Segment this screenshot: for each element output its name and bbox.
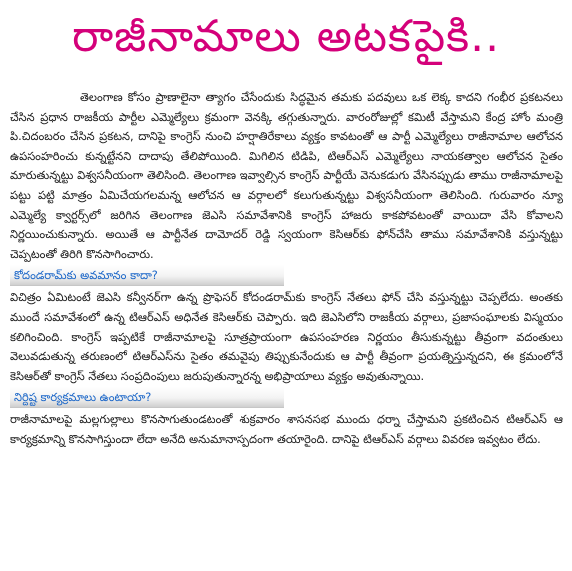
article-paragraph-intro: తెలంగాణ కోసం ప్రాణాలైనా త్యాగం చేసేందుకు సిద్ధమైన తమకు పదవులు ఒక లెక్క కాదని గంభీర ప్రకటనలు చేసిన ప్రధాన రాజకీయ పార్టీల ఎమ్మెల్యేలు క్రమంగా వెనక్కి తగ్గుతున్నారు. వారంరోజుల్లో కమిటీ వేస్తామని కేంద్ర హోం మంత్రి పి.చిదంబరం చేసిన ప్రకటన, దానిపై కాంగ్రెస్ నుంచి హర్షాతిరేకాలు వ్యక్తం కావటంతో ఆ పార్టీ ఎమ్మెల్యేలు రాజీనామాల ఆలోచన ఉపసంహరించు కున్నట్టేనని దాదాపు తేలిపోయింది. మిగిలిన టిడిపి, టిఆర్ఎస్ ఎమ్మెల్యేలు నాయకత్వాల ఆలోచన సైతం మారుతున్నట్టు విశ్వసనీయంగా తెలిసింది. తెలంగాణ ఇవ్వాల్సిన కాంగ్రెస్ పార్టీయే వెనుకడుగు వేసినప్పుడు తాము రాజీనామాలపై పట్టు పట్టి మాత్రం ఏమిచేయగలమన్న ఆలోచన ఆ వర్గాలలో కలుగుతున్నట్టు విశ్వసనీయంగా తెలిసింది. గురువారం న్యూ ఎమ్మెల్యే క్వార్టర్స్‌లో జరిగిన తెలంగాణ జెఎసి సమావేశానికి కాంగ్రెస్ హాజరు కాకపోవటంతో వాయిదా వేసి కోవాలని నిర్ణయించుకున్నారు. అయితే ఆ పార్టీనేత దామోదర్ రెడ్డి స్వయంగా కెసిఆర్‌కు ఫోన్‌చేసి తాము సమావేశానికి వస్తున్నట్టు చెప్పటంతో తిరిగి కొనసాగించారు. bbox=[10, 90, 563, 261]
article-paragraph-kodandaram: విచిత్రం ఏమిటంటే జెఎసి కన్వీనర్‌గా ఉన్న ప్రొఫెసర్ కోదండరామ్‌కు కాంగ్రెస్ నేతలు ఫోన్ చేసి వస్తున్నట్టు చెప్పలేదు. అంతకు ముందే సమావేశంలో ఉన్న టిఆర్ఎస్ అధినేత కెసిఆర్‌కు చెప్పారు. ఇది జెఎసిలోని రాజకీయ వర్గాలు, ప్రజాసంఘాలకు విస్మయం కలిగించింది. కాంగ్రెస్ ఇప్పటికే రాజీనామాలపై సూత్రప్రాయంగా ఉపసంహరణ నిర్ణయం తీసుకున్నట్టు తీవ్రంగా వదంతులు వెలువడుతున్న తరుణంలో టిఆర్ఎస్‌ను సైతం తమవైపు తిప్పుకునేందుకు ఆ పార్టీ తీవ్రంగా ప్రయత్నిస్తున్నదని, ఈ క్రమంలోనే కెసిఆర్‌తో కాంగ్రెస్ నేతలు సంప్రదింపులు జరుపుతున్నారన్న అభిప్రాయాలు వ్యక్తం అవుతున్నాయి. bbox=[10, 290, 563, 383]
subheading-kodandaram: కోదండరామ్‌కు అవమానం కాదా? bbox=[10, 265, 284, 286]
article-body bbox=[10, 88, 563, 450]
subheading-programs: నిర్దిష్ట కార్యక్రమాలు ఉంటాయా? bbox=[10, 387, 284, 408]
article-paragraph-programs: రాజీనామాలపై మల్లగుల్లాలు కొనసాగుతుండటంతో శుక్రవారం శాసనసభ ముందు ధర్నా చేస్తామని ప్రకటించిన టిఆర్ఎస్ ఆ కార్యక్రమాన్ని కొనసాగిస్తుందా లేదా అనేది అనుమానాస్పదంగా తయారైంది. దానిపై టిఆర్ఎస్ వర్గాలు వివరణ ఇవ్వటం లేదు. bbox=[10, 412, 563, 446]
headline-title: రాజీనామాలు అటకపైకి.. bbox=[71, 11, 501, 62]
headline-band bbox=[0, 0, 572, 84]
